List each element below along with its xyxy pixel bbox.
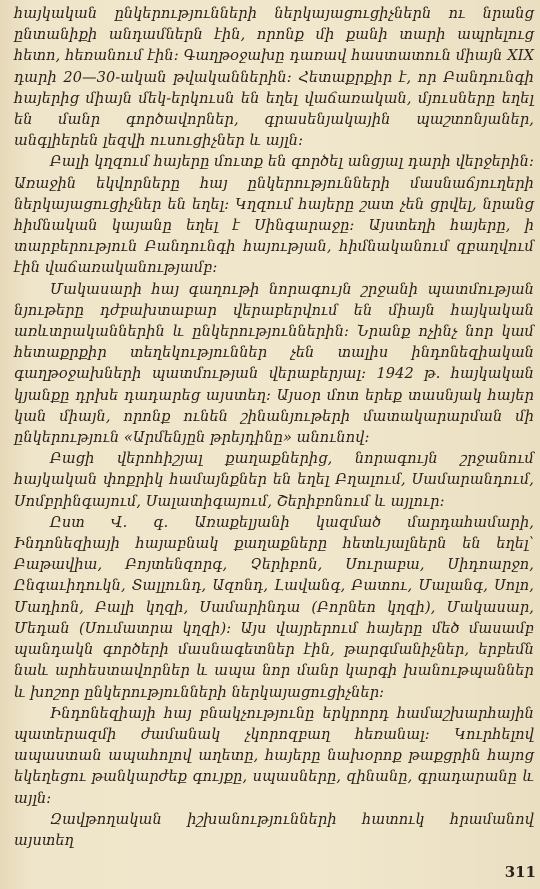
paragraph-4: Բացի վերոհիշյալ քաղաքներից, նորագույն շրջանում հայկական փոքրիկ համայնքներ են եղել Բղալում, Սամարանդում, Սոմբրինգայում, Սալատիգայում, Շերիբոնում և այլուր։ [14,451,534,510]
paragraph-7: Զավթողական իշխանությունների հատուկ հրամանով այստեղ [14,811,534,849]
paragraph-5: Ըստ Վ. գ. Առաքելյանի կազմած մարդահամարի, Ինդոնեզիայի հայաբնակ քաղաքները հետևյալներն են եղել՝ Բաթավիա, Բոյտենզորգ, Չերիբոն, Սուրաբա, Սիդոարջո, Ընգաւիդուկն, Տալլունդ, Ազոնդ, Լավանգ, Բատու, Մալանգ, Սոլո, Մադիոն, Բալի կղզի, Սամարինդա (Բորնեո կղզի), Մակասար, Մեդան (Սումատրա կղզի)։ Այս վայրերում հայերը մեծ մասամբ պանդակն գործերի մասնագետներ էին, թարգմանիչներ, երբեմն նաև արհեստավորներ և ապա նոր մանր կարգի խանութպաններ և խոշոր ընկերությունների ներկայացուցիչներ։ [14,514,534,701]
paragraph-3: Մակասարի հայ գաղութի նորագույն շրջանի պատմության նյութերը դժբախտաբար վերաբերվում են միայն հայկական առևտրականներին և ընկերություններին։ Նրանք ոչինչ նոր կամ հետաքրքիր տեղեկություններ չեն տալիս ինդոնեզիական գաղթօջախների պատմության վերաբերյալ։ 1942 թ. հայկական կյանքը դրխե դադարեց այստեղ։ Այսօր մոտ երեք տասնյակ հայեր կան միայն, որոնք ունեն շինանյութերի մատակարարման մի ընկերություն «Արմենյըն թրեյդինը» անունով։ [14,281,534,447]
paragraph-2: Բալի կղզում հայերը մուտք են գործել անցյալ դարի վերջերին։ Առաջին եկվորները հայ ընկերությունների մասնաճյուղերի ներկայացուցիչներ են եղել։ Կղզում հայերը շատ չեն ցրվել, նրանց հիմնական կայանը եղել է Սինգարաջը։ Այստեղի հայերը, ի տարբերություն Բանդունգի հայության, հիմնականում զբաղվում էին վաճառականությամբ։ [14,154,534,277]
page-number: 311 [504,863,536,881]
paragraph-6: Ինդոնեզիայի հայ բնակչությունը երկրորդ համաշխարհային պատերազմի ժամանակ չկորոզբաղ հեռանալ։ Կուրհելով ապաստան ապահոլով աղետը, հայերը նախօրոք թաքցրին հայոց եկեղեցու թանկարժեք գույքը, սպասները, զինանը, գրադարանը և այլն։ [14,705,534,807]
paragraph-1: հայկական ընկերությունների ներկայացուցիչներն ու նրանց ընտանիքի անդամներն էին, որոնք մի քանի տարի ապրելուց հետո, հեռանում էին։ Գաղթօջախը դառավ հաստատուն միայն XIX դարի 20—30-ական թվականներին։ Հետաքրքիր է, որ Բանդունգի հայերից միայն մեկ-երկուսն են եղել վաճառական, մյուսները եղել են մանր գործավորներ, գրասենյակային պաշտոնյաներ, անգլիերեն լեզվի ուսուցիչներ և այլն։ [14,6,534,150]
body-text [14,4,534,852]
